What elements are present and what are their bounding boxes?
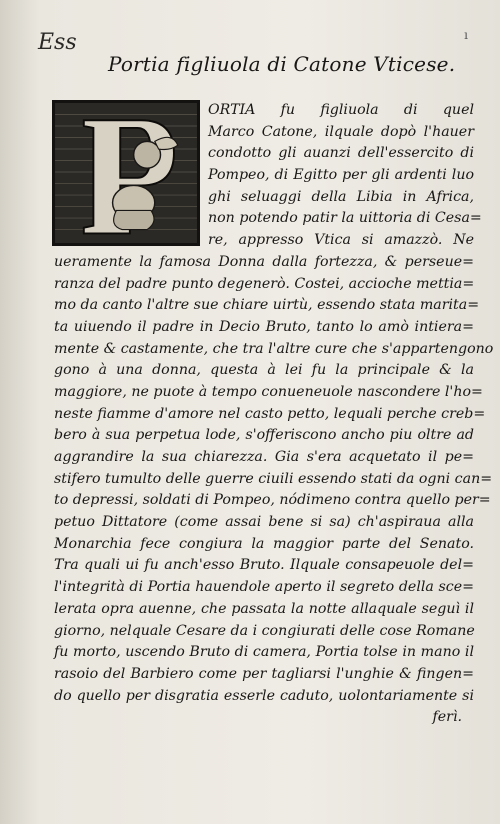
body-text [54, 100, 494, 729]
text-line: petuo Dittatore (come assai bene si sa) ch'aspiraua alla [54, 514, 474, 531]
text-line: fu morto, uscendo Bruto di camera, Portia tolse in mano il [54, 644, 474, 661]
text-line: l'integrità di Portia hauendole aperto il segreto della sce= [54, 579, 474, 596]
text-line: condotto gli auanzi dell'essercito di [208, 145, 474, 162]
corner-mark: Ess [38, 30, 77, 55]
text-line: maggiore, ne puote à tempo conueneuole nascondere l'ho= [54, 383, 483, 400]
text-line: neste fiamme d'amore nel casto petto, lequali perche creb= [54, 405, 486, 422]
text-line: to depressi, soldati di Pompeo, nódimeno contra quello per= [54, 492, 491, 509]
text-line: ghi seluaggi della Libia in Africa, [208, 188, 474, 205]
text-line: aggrandire la sua chiarezza. Gia s'era acquetato il pe= [54, 449, 474, 465]
text-line: stifero tumulto delle guerre ciuili essendo stati da ogni can= [54, 470, 493, 487]
text-line: ta uiuendo il padre in Decio Bruto, tanto lo amò intiera= [54, 318, 474, 335]
text-line: Pompeo, di Egitto per gli ardenti luo [208, 167, 474, 184]
text-line: giorno, nelquale Cesare da i congiurati delle cose Romane [54, 622, 475, 639]
text-line: re, appresso Vtica si amazzò. Ne [208, 232, 474, 249]
text-line: gono à una donna, questa à lei fu la principale & la [54, 362, 474, 379]
text-line: rasoio del Barbiero come per tagliarsi l'unghie & fingen= [54, 665, 474, 682]
top-right-mark: ı [464, 28, 468, 42]
text-line: ueramente la famosa Donna dalla fortezza, & perseue= [54, 253, 474, 270]
text-line: bero à sua perpetua lode, s'offeriscono ancho piu oltre ad [54, 427, 474, 444]
text-line: mo da canto l'altre sue chiare uirtù, essendo stata marita= [54, 297, 480, 314]
text-line: non potendo patir la uittoria di Cesa= [208, 210, 482, 227]
text-line: Monarchia fece congiura la maggior parte del Senato. [54, 535, 474, 552]
text-line: ranza del padre punto degenerò. Costei, accioche mettia= [54, 275, 475, 292]
text-line: mente & castamente, che tra l'altre cure che s'appartengono [54, 340, 494, 357]
text-line: ORTIA fu figliuola di quel [208, 102, 474, 118]
text-line: Tra quali ui fu anch'esso Bruto. Ilquale consapeuole del= [54, 557, 474, 574]
text-line: ferì. [432, 709, 462, 726]
text-line: do quello per disgratia esserle caduto, uolontariamente si [54, 687, 474, 704]
text-line: lerata opra auenne, che passata la notte allaquale seguì il [54, 600, 474, 617]
text-line: Marco Catone, ilquale dopò l'hauer [208, 123, 474, 140]
page-title: Portia figliuola di Catone Vticese. [108, 52, 456, 76]
